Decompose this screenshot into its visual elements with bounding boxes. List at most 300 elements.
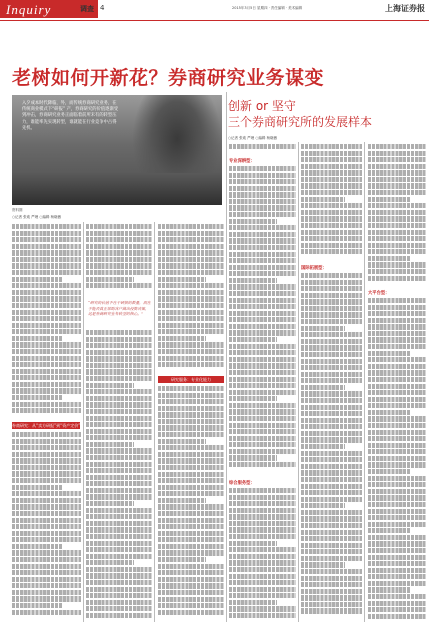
text-line xyxy=(12,349,81,354)
section-name: 调查 xyxy=(80,5,94,13)
text-line xyxy=(368,170,426,175)
text-line xyxy=(368,568,426,573)
text-line xyxy=(301,391,362,396)
text-line xyxy=(86,416,152,421)
text-line xyxy=(301,464,362,469)
text-line xyxy=(229,429,296,434)
text-line xyxy=(229,587,296,592)
text-line xyxy=(158,399,224,404)
text-line xyxy=(229,337,277,342)
text-line xyxy=(301,273,362,278)
text-line xyxy=(12,537,81,542)
text-line xyxy=(158,393,224,398)
text-line xyxy=(229,416,296,421)
text-line xyxy=(12,250,81,255)
text-line xyxy=(301,236,362,241)
sidebar-column-1 xyxy=(229,144,296,156)
text-line xyxy=(158,583,224,588)
text-line xyxy=(158,590,224,595)
text-line xyxy=(368,397,426,402)
text-line xyxy=(301,530,362,535)
text-line xyxy=(158,303,224,308)
text-line xyxy=(86,573,152,578)
column-rule xyxy=(154,222,155,622)
text-line xyxy=(368,462,426,467)
text-line xyxy=(12,550,81,555)
text-line xyxy=(301,332,362,337)
text-line xyxy=(301,365,362,370)
text-line xyxy=(86,343,152,348)
section-bar: 券商研究：从“卖方研报”到“资产定价” xyxy=(12,423,80,428)
text-line xyxy=(86,468,152,473)
text-line xyxy=(229,613,296,618)
text-line xyxy=(86,508,152,513)
text-line xyxy=(229,232,296,237)
text-line xyxy=(86,547,152,552)
text-line xyxy=(301,359,362,364)
text-line xyxy=(158,386,224,391)
text-line xyxy=(368,243,426,248)
text-line xyxy=(229,527,296,532)
text-line xyxy=(158,557,206,562)
text-line xyxy=(301,602,362,607)
text-line xyxy=(158,478,224,483)
sidebar-title-line2: 三个券商研究所的发展样本 xyxy=(228,115,373,129)
text-line xyxy=(229,219,277,224)
sidebar-column-1c xyxy=(229,488,296,622)
text-line xyxy=(12,303,81,308)
text-line xyxy=(301,490,362,495)
text-line xyxy=(12,388,81,393)
body-column-2b xyxy=(86,330,152,622)
text-line xyxy=(12,478,81,483)
sidebar-subhead: 国际拓展型： xyxy=(301,266,327,271)
text-line xyxy=(229,192,296,197)
text-line xyxy=(301,562,345,567)
text-line xyxy=(229,390,296,395)
text-line xyxy=(12,356,81,361)
text-line xyxy=(229,304,296,309)
text-line xyxy=(229,442,296,447)
text-line xyxy=(86,257,152,262)
text-line xyxy=(158,244,224,249)
text-line xyxy=(301,457,362,462)
text-line xyxy=(301,345,362,350)
text-line xyxy=(229,514,296,519)
text-line xyxy=(229,144,296,149)
text-line xyxy=(12,342,81,347)
page-header xyxy=(0,0,429,22)
text-line xyxy=(229,534,296,539)
text-line xyxy=(86,330,152,335)
text-line xyxy=(158,406,224,411)
text-line xyxy=(229,436,296,441)
text-line xyxy=(12,570,81,575)
sidebar-byline: ○记者 张欢 严理 ○编辑 杨晓薇 xyxy=(228,136,278,140)
page-number: 4 xyxy=(100,4,105,12)
text-line xyxy=(368,469,410,474)
text-line xyxy=(368,509,426,514)
text-line xyxy=(368,236,426,241)
text-line xyxy=(86,514,152,519)
text-line xyxy=(368,410,410,415)
text-line xyxy=(301,210,362,215)
text-line xyxy=(301,164,362,169)
body-column-3 xyxy=(158,224,224,372)
text-line xyxy=(229,278,277,283)
text-line xyxy=(12,458,81,463)
text-line xyxy=(301,157,362,162)
text-line xyxy=(12,491,81,496)
ground-shape xyxy=(12,173,222,205)
section-word: Inquiry xyxy=(6,2,52,17)
main-byline: ○记者 张欢 严理 ○编辑 杨晓薇 xyxy=(12,215,62,219)
text-line xyxy=(368,581,426,586)
text-line xyxy=(229,488,296,493)
text-line xyxy=(158,329,224,334)
text-line xyxy=(86,587,152,592)
text-line xyxy=(86,369,152,374)
text-line xyxy=(301,470,362,475)
text-line xyxy=(301,378,362,383)
text-line xyxy=(86,481,152,486)
text-line xyxy=(12,439,81,444)
column-rule xyxy=(226,92,227,622)
text-line xyxy=(158,356,224,361)
text-line xyxy=(368,262,426,267)
text-line xyxy=(368,276,426,281)
text-line xyxy=(86,501,134,506)
text-line xyxy=(301,286,362,291)
text-line xyxy=(12,244,81,249)
text-line xyxy=(12,485,62,490)
sidebar-subhead: 大平台型： xyxy=(368,291,390,296)
text-line xyxy=(229,238,296,243)
text-line xyxy=(301,431,362,436)
text-line xyxy=(368,256,410,261)
text-line xyxy=(12,263,81,268)
text-line xyxy=(301,405,362,410)
text-line xyxy=(368,561,426,566)
text-line xyxy=(86,383,134,388)
text-line xyxy=(229,606,296,611)
text-line xyxy=(301,203,362,208)
text-line xyxy=(368,183,426,188)
text-line xyxy=(229,357,296,362)
text-line xyxy=(158,290,224,295)
sidebar-title-line1: 创新 or 坚守 xyxy=(228,99,296,113)
text-line xyxy=(368,430,426,435)
text-line xyxy=(229,179,296,184)
text-line xyxy=(86,429,152,434)
text-line xyxy=(229,311,296,316)
text-line xyxy=(229,554,296,559)
text-line xyxy=(158,603,224,608)
text-line xyxy=(158,550,224,555)
text-line xyxy=(301,589,362,594)
text-line xyxy=(12,369,81,374)
text-line xyxy=(12,531,81,536)
text-line xyxy=(229,501,296,506)
text-line xyxy=(368,377,426,382)
text-line xyxy=(86,488,152,493)
text-line xyxy=(301,197,345,202)
text-line xyxy=(158,283,224,288)
text-line xyxy=(368,384,426,389)
text-line xyxy=(368,449,426,454)
text-line xyxy=(12,564,81,569)
text-line xyxy=(86,244,152,249)
text-line xyxy=(301,183,362,188)
text-line xyxy=(158,432,224,437)
text-line xyxy=(229,298,296,303)
column-rule xyxy=(298,142,299,622)
text-line xyxy=(368,364,426,369)
text-line xyxy=(229,508,296,513)
text-line xyxy=(368,357,426,362)
text-line xyxy=(229,593,296,598)
text-line xyxy=(368,164,426,169)
body-column-1b xyxy=(12,432,81,622)
newspaper-name: 上海证券报 xyxy=(385,3,425,13)
text-line xyxy=(368,495,426,500)
text-line xyxy=(301,312,362,317)
text-line xyxy=(229,317,296,322)
text-line xyxy=(368,482,426,487)
text-line xyxy=(229,383,296,388)
issue-meta: 2015年3月5日 星期四 · 责任编辑 · 美术编辑 xyxy=(232,6,303,10)
text-line xyxy=(229,521,296,526)
text-line xyxy=(229,580,296,585)
text-line xyxy=(229,449,296,454)
text-line xyxy=(158,570,224,575)
text-line xyxy=(368,298,426,303)
text-line xyxy=(12,323,81,328)
text-line xyxy=(158,224,224,229)
text-line xyxy=(86,560,134,565)
text-line xyxy=(301,484,362,489)
header-rule xyxy=(0,20,429,21)
text-line xyxy=(86,475,152,480)
text-line xyxy=(12,408,81,413)
text-line xyxy=(229,291,296,296)
text-line xyxy=(229,350,296,355)
text-line xyxy=(86,350,152,355)
text-line xyxy=(368,151,426,156)
text-line xyxy=(12,362,81,367)
text-line xyxy=(301,497,362,502)
text-line xyxy=(368,403,426,408)
text-line xyxy=(86,606,152,611)
text-line xyxy=(301,549,362,554)
text-line xyxy=(229,205,296,210)
text-line xyxy=(158,564,224,569)
text-line xyxy=(368,318,426,323)
text-line xyxy=(158,452,224,457)
text-line xyxy=(368,269,426,274)
text-line xyxy=(86,389,152,394)
text-line xyxy=(368,528,410,533)
text-line xyxy=(368,515,426,520)
text-line xyxy=(368,574,426,579)
text-line xyxy=(229,363,296,368)
text-line xyxy=(229,567,296,572)
text-line xyxy=(158,277,206,282)
text-line xyxy=(229,403,296,408)
text-line xyxy=(301,326,345,331)
text-line xyxy=(301,385,345,390)
text-line xyxy=(86,593,152,598)
text-line xyxy=(86,521,152,526)
text-line xyxy=(301,170,362,175)
text-line xyxy=(86,337,152,342)
text-line xyxy=(301,319,362,324)
text-line xyxy=(86,277,134,282)
section-bar: 研究服务：专业化能力 xyxy=(158,376,224,383)
text-line xyxy=(86,580,152,585)
text-line xyxy=(301,151,362,156)
text-line xyxy=(301,398,362,403)
text-line xyxy=(301,569,362,574)
text-line xyxy=(229,462,296,467)
text-line xyxy=(86,263,152,268)
text-line xyxy=(301,216,362,221)
text-line xyxy=(229,495,296,500)
text-line xyxy=(12,270,81,275)
text-line xyxy=(12,511,81,516)
text-line xyxy=(229,166,296,171)
text-line xyxy=(12,231,81,236)
text-line xyxy=(368,548,426,553)
text-line xyxy=(368,436,426,441)
text-line xyxy=(229,212,296,217)
text-line xyxy=(86,435,152,440)
text-line xyxy=(158,597,224,602)
text-line xyxy=(368,203,426,208)
text-line xyxy=(368,522,426,527)
text-line xyxy=(301,177,362,182)
text-line xyxy=(301,418,362,423)
text-line xyxy=(229,199,296,204)
text-line xyxy=(12,452,81,457)
text-line xyxy=(368,489,426,494)
text-line xyxy=(368,210,426,215)
text-line xyxy=(229,409,296,414)
text-line xyxy=(86,283,152,288)
text-line xyxy=(229,600,277,605)
text-line xyxy=(368,390,426,395)
text-line xyxy=(158,323,224,328)
text-line xyxy=(86,270,152,275)
text-line xyxy=(158,458,224,463)
text-line xyxy=(229,377,296,382)
text-line xyxy=(301,230,362,235)
sidebar-column-3 xyxy=(368,144,426,287)
text-line xyxy=(158,412,224,417)
sidebar-subhead: 综合服务型： xyxy=(229,481,255,486)
text-line xyxy=(301,536,362,541)
column-rule xyxy=(83,222,84,622)
text-line xyxy=(86,448,152,453)
text-line xyxy=(158,425,224,430)
text-line xyxy=(86,409,152,414)
text-line xyxy=(12,498,81,503)
pull-quote: 入夕成本时代降临，外，而传统券商研究业务，在传统商业模式下“研报” 产，券商研究的价值逐渐受到冲击，券商研究业务正面临着前所未有的转型压力，谁能率先实现转型，谁就能在行业竞争中占得先机。 xyxy=(22,101,119,131)
text-line xyxy=(12,471,81,476)
text-line xyxy=(158,531,224,536)
text-line xyxy=(12,237,81,242)
text-line xyxy=(368,223,426,228)
text-line xyxy=(158,610,224,615)
text-line xyxy=(12,224,81,229)
text-line xyxy=(158,231,224,236)
text-line xyxy=(158,465,224,470)
text-line xyxy=(368,607,426,612)
text-line xyxy=(158,336,206,341)
text-line xyxy=(12,375,81,380)
body-column-2 xyxy=(86,224,152,296)
text-line xyxy=(301,516,362,521)
text-line xyxy=(12,336,62,341)
main-headline: 老树如何开新花？券商研究业务谋变 xyxy=(12,67,325,89)
text-line xyxy=(368,324,426,329)
text-line xyxy=(229,330,296,335)
text-line xyxy=(12,277,62,282)
text-line xyxy=(301,503,345,508)
text-line xyxy=(368,177,426,182)
text-line xyxy=(86,422,152,427)
text-line xyxy=(229,271,296,276)
text-line xyxy=(301,477,362,482)
text-line xyxy=(158,362,224,367)
text-line xyxy=(301,523,362,528)
text-line xyxy=(158,316,224,321)
text-line xyxy=(229,173,296,178)
text-line xyxy=(229,258,296,263)
text-line xyxy=(229,396,277,401)
photo-caption: 资料图 xyxy=(12,208,23,212)
sidebar-subhead: 专业深耕型： xyxy=(229,159,255,164)
text-line xyxy=(229,245,296,250)
text-line xyxy=(12,382,81,387)
text-line xyxy=(301,543,362,548)
text-line xyxy=(368,337,426,342)
text-line xyxy=(229,370,296,375)
text-line xyxy=(301,424,362,429)
text-line xyxy=(301,223,362,228)
text-line xyxy=(229,344,296,349)
text-line xyxy=(368,311,426,316)
text-line xyxy=(86,494,152,499)
text-line xyxy=(12,257,81,262)
text-line xyxy=(301,582,362,587)
text-line xyxy=(301,299,362,304)
text-line xyxy=(86,363,152,368)
text-line xyxy=(86,554,152,559)
text-line xyxy=(158,518,224,523)
text-line xyxy=(368,423,426,428)
text-line xyxy=(86,442,134,447)
text-line xyxy=(229,423,296,428)
text-line xyxy=(12,524,81,529)
text-line xyxy=(158,342,224,347)
text-line xyxy=(158,263,224,268)
text-line xyxy=(229,455,277,460)
text-line xyxy=(86,402,152,407)
text-line xyxy=(301,293,362,298)
text-line xyxy=(301,190,362,195)
text-line xyxy=(229,547,296,552)
